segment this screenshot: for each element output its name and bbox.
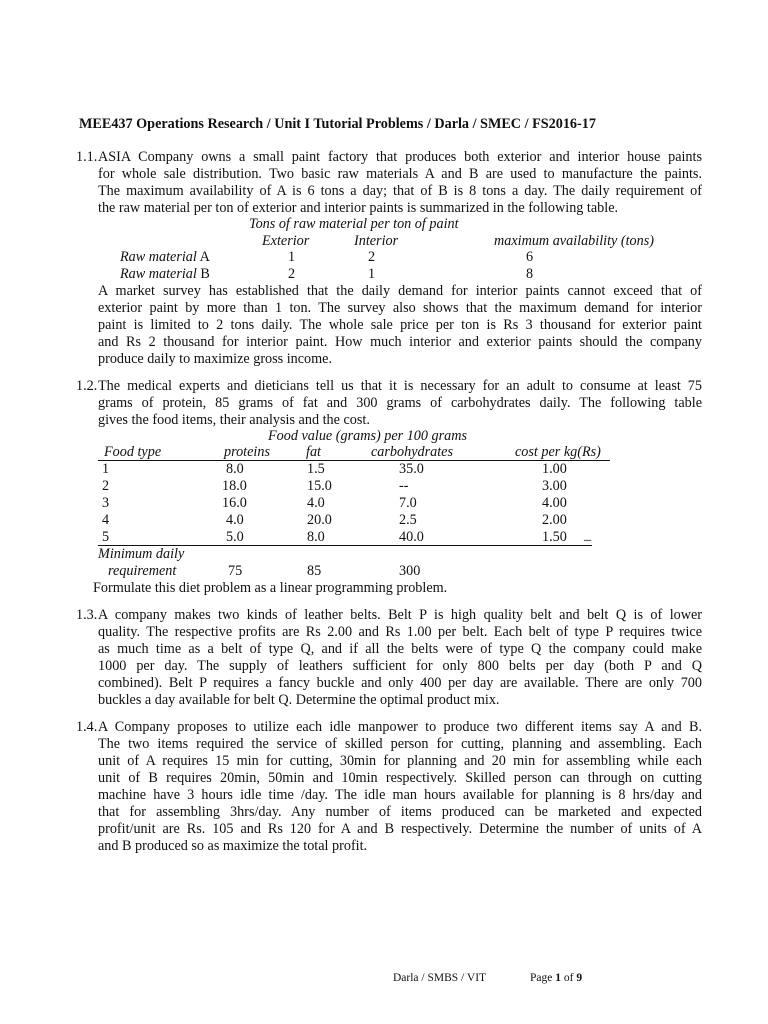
problem-number: 1.2. [76, 378, 98, 394]
table-cell: 3 [102, 495, 110, 511]
table-cell: 7.0 [399, 495, 417, 511]
problem-number: 1.1. [76, 149, 98, 165]
problem-text-line: paint is limited to 2 tons daily. The whole sale price per ton is Rs 3 thousand for exterior paint [98, 317, 702, 333]
table-cell: 15.0 [307, 478, 332, 494]
table-cell: -- [399, 478, 409, 494]
table-cell: 5 [102, 529, 110, 545]
table-header: fat [306, 444, 321, 460]
table-cell: 1 [288, 249, 296, 265]
problem-text-line: combined). Belt P requires a fancy buckle and only 400 per day are available. There are only 700 [98, 675, 702, 691]
min-requirement-value: 300 [399, 563, 421, 579]
table-header: maximum availability (tons) [494, 233, 654, 249]
table-caption: Tons of raw material per ton of paint [249, 216, 459, 232]
problem-text-line: for whole sale distribution. Two basic raw materials A and B are used to manufacture the paints. [98, 166, 702, 182]
table-cell: 4.0 [307, 495, 325, 511]
table-cell: 35.0 [399, 461, 424, 477]
table-cell: 2.5 [399, 512, 417, 528]
problem-number: 1.3. [76, 607, 98, 623]
problem-text-line: as much time as a belt of type Q, and if all the belts were of type Q the company could make [98, 641, 702, 657]
problem-text-line: machine have 3 hours idle time /day. The idle man hours available for planning is 8 hrs/day and [98, 787, 702, 803]
problem-text-line: quality. The respective profits are Rs 2.00 and Rs 1.00 per belt. Each belt of type P requires twice [98, 624, 702, 640]
table-header-rule [98, 460, 610, 461]
table-cell: 2 [288, 266, 296, 282]
table-header: cost per kg(Rs) [515, 444, 601, 460]
problem-number: 1.4. [76, 719, 98, 735]
table-header: Food type [104, 444, 162, 460]
problem-text-line: produce daily to maximize gross income. [98, 351, 333, 367]
table-cell: 18.0 [222, 478, 247, 494]
problem-text-line: A market survey has established that the daily demand for interior paints cannot exceed that of [98, 283, 702, 299]
problem-text-line: The maximum availability of A is 6 tons a day; that of B is 8 tons a day. The daily requirement of [98, 183, 702, 199]
table-cell: 4.00 [542, 495, 567, 511]
trailing-mark: _ [584, 527, 592, 543]
table-cell: 20.0 [307, 512, 332, 528]
footer-author: Darla / SMBS / VIT [393, 972, 487, 984]
problem-text-line: A company makes two kinds of leather belts. Belt P is high quality belt and belt Q is of lower [98, 607, 702, 623]
table-cell: 16.0 [222, 495, 247, 511]
page-number: Page 1 of 9 [530, 972, 583, 984]
problem-text-line: 1000 per day. The supply of leathers sufficient for only 800 belts per day (both P and Q [98, 658, 702, 674]
problem-text-line: Formulate this diet problem as a linear programming problem. [93, 580, 448, 596]
problem-text-line: grams of protein, 85 grams of fat and 300 grams of carbohydrates daily. The following table [98, 395, 702, 411]
problem-text-line: The two items required the service of skilled person for cutting, planning and assembling. Each [98, 736, 702, 752]
problem-text-line: unit of A requires 15 min for cutting, 30min for planning and 20 min for assembling while each [98, 753, 702, 769]
table-cell: 6 [526, 249, 534, 265]
problem-text-line: exterior paint by more than 1 ton. The survey also shows that the maximum demand for interior [98, 300, 702, 316]
problem-text-line: and Rs 2 thousand for interior paint. How much interior and exterior paints should the company [98, 334, 702, 350]
problem-text-line: The medical experts and dieticians tell us that it is necessary for an adult to consume at least 75 [98, 378, 702, 394]
min-requirement-value: 85 [307, 563, 322, 579]
table-cell: 3.00 [542, 478, 567, 494]
table-cell: 1.50 [542, 529, 567, 545]
table-cell: 4.0 [226, 512, 244, 528]
problem-text-line: and B produced so as maximize the total profit. [98, 838, 368, 854]
problem-text-line: unit of B requires 20min, 50min and 10min respectively. Skilled person can through on cutting [98, 770, 702, 786]
min-requirement-label: requirement [108, 563, 177, 579]
page-title: MEE437 Operations Research / Unit I Tutorial Problems / Darla / SMEC / FS2016-17 [79, 116, 596, 132]
table-cell: 8.0 [307, 529, 325, 545]
table-row-label: Raw material B [120, 266, 210, 282]
problem-text-line: buckles a day available for belt Q. Determine the optimal product mix. [98, 692, 500, 708]
table-cell: 4 [102, 512, 110, 528]
table-cell: 2.00 [542, 512, 567, 528]
min-requirement-label: Minimum daily [98, 546, 185, 562]
table-cell: 1.00 [542, 461, 567, 477]
table-header: Interior [354, 233, 399, 249]
table-cell: 1 [368, 266, 376, 282]
table-header: Exterior [262, 233, 310, 249]
problem-text-line: profit/unit are Rs. 105 and Rs 120 for A and B respectively. Determine the number of units of A [98, 821, 702, 837]
table-cell: 1 [102, 461, 110, 477]
table-cell: 5.0 [226, 529, 244, 545]
problem-text-line: gives the food items, their analysis and the cost. [98, 412, 370, 428]
problem-text-line: ASIA Company owns a small paint factory that produces both exterior and interior house paints [98, 149, 702, 165]
problem-text-line: A Company proposes to utilize each idle manpower to produce two different items say A and B. [98, 719, 702, 735]
table-cell: 2 [368, 249, 376, 265]
table-header: carbohydrates [371, 444, 453, 460]
table-cell: 1.5 [307, 461, 325, 477]
problem-text-line: that for assembling 3hrs/day. Any number of items produced can be marketed and expected [98, 804, 702, 820]
table-row-label: Raw material A [120, 249, 210, 265]
table-cell: 8.0 [226, 461, 244, 477]
min-requirement-value: 75 [228, 563, 243, 579]
table-header: proteins [224, 444, 270, 460]
table-cell: 2 [102, 478, 110, 494]
table-cell: 8 [526, 266, 534, 282]
table-cell: 40.0 [399, 529, 424, 545]
problem-text-line: the raw material per ton of exterior and interior paints is summarized in the following table. [98, 200, 619, 216]
table-caption: Food value (grams) per 100 grams [268, 428, 467, 444]
